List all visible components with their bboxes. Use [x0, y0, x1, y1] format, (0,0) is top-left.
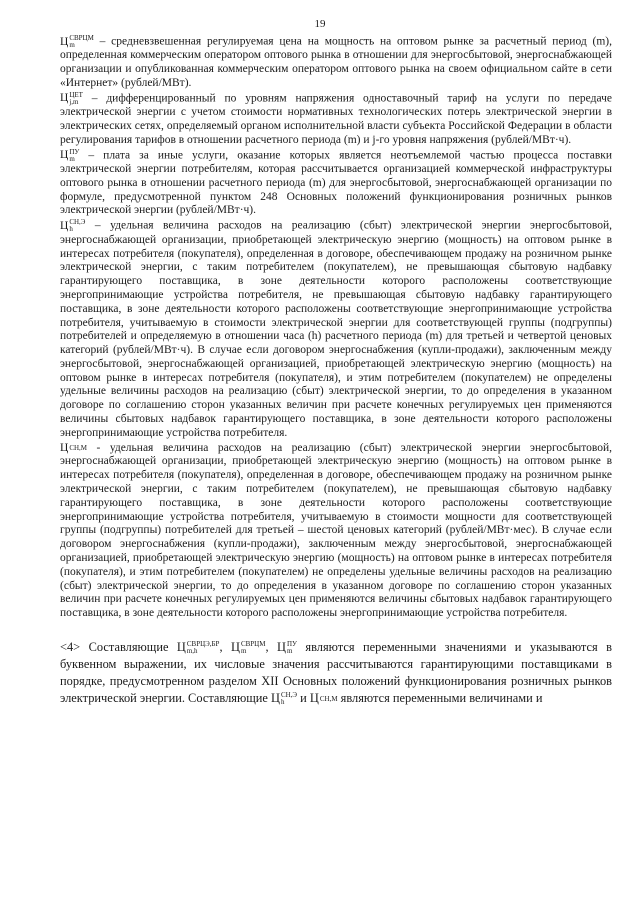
definition-text: – дифференцированный по уровням напряжения одноставочный тариф на услуги по передаче электрической энергии с учетом стоимости нормативных технологических потерь электрической энергии в электрических сетях, определяемый органом исполнительной власти субъекта Российской Федерации в области регулирования тарифов в отношении расчетного периода (m) и j-го уровня напряжения (рублей/МВт·ч). [60, 92, 612, 146]
formula-symbol: Ц СН,М [60, 441, 88, 454]
definition-text: - удельная величина расходов на реализацию (сбыт) электрической энергии энергосбытовой, энергоснабжающей организации, приобретающей электрическую энергию (мощность) на оптовом рынке в интересах потребителя (покупателя), определенная в договоре, обеспечивающем продажу на розничном рынке электрической энергии, с таким потребителем (покупателем), не превышающая сбытовую надбавку гарантирующего поставщика, в зоне деятельности которого расположены соответствующие энергопринимающие устройства потребителя, учитываемую в стоимости мощности для соответствующей группы (подгруппы) потребителей для третьей – шестой ценовых категорий (рублей/МВт·мес). В случае если договором энергоснабжения (купли-продажи), заключенным между энергосбытовой, энергоснабжающей организацией, приобретающей электрическую энергию (мощность) на оптовом рынке в интересах потребителя (покупателя), и этим потребителем (покупателем) не определены удельные величины расходов на реализацию (сбыт) электрической энергии, то до определения в указанном договоре по соглашению сторон указанных величин при расчете конечных регулируемых цен применяются величины сбытовых надбавок гарантирующего поставщика, в зоне деятельности которого расположены энергопринимающие устройства потребителя. [60, 441, 612, 620]
formula-symbol: Ц СН,Э h [60, 218, 86, 234]
formula-symbol: Ц СН,Э h [271, 691, 298, 707]
definition-pu [60, 149, 612, 219]
formula-symbol: Ц ПУ m [60, 147, 80, 163]
definition-text: – удельная величина расходов на реализацию (сбыт) электрической энергии энергосбытовой, энергоснабжающей организации, приобретающей электрическую энергию (мощность) на оптовом рынке в интересах потребителя (покупателя), определенная в договоре, обеспечивающем продажу на розничном рынке электрической энергии, с таким потребителем (покупателем), не превышающая сбытовую надбавку гарантирующего поставщика, в зоне деятельности которого расположены соответствующие энергопринимающие устройства потребителя, не превышающая сбытовую надбавку гарантирующего поставщика, в зоне деятельности которого расположены соответствующие энергопринимающие устройства потребителя, учитываемую в стоимости электрической энергии для соответствующей группы (подгруппы) потребителей и определяемую в отношении часа (h) расчетного периода (m) для третьей и четвертой ценовых категорий (рублей/МВт·ч). В случае если договором энергоснабжения (купли-продажи), заключенным между энергосбытовой, энергоснабжающей организацией, приобретающей электрическую энергию (мощность) на оптовом рынке в интересах потребителя (покупателя), и этим потребителем (покупателем) не определены удельные величины расходов на реализацию (сбыт) электрической энергии, то до определения в указанном договоре по соглашению сторон указанных величин при расчете конечных регулируемых цен применяются величины сбытовых надбавок гарантирующего поставщика, в зоне деятельности которого расположены энергопринимающие устройства потребителя. [60, 219, 612, 439]
document-body [60, 35, 612, 707]
definition-cvrcm [60, 35, 612, 91]
formula-symbol: Ц СН,М [309, 691, 338, 706]
definition-sn-m [60, 442, 612, 621]
definition-text: – плата за иные услуги, оказание которых является неотъемлемой частью процесса поставки электрической энергии потребителям, которая рассчитывается организацией коммерческой инфраструктуры оптового рынка в отношении расчетного периода (m) для энергосбытовой, энергоснабжающей организации по формуле, предусмотренной пунктом 248 Основных положений функционирования розничных рынков электрической энергии (рублей/МВт·ч). [60, 149, 612, 217]
formula-symbol: Ц СВРЦМ m [60, 34, 94, 49]
formula-symbol: Ц ПУ m [277, 640, 297, 656]
formula-symbol: Ц ЦЕТ j,m [60, 90, 83, 106]
definition-cet [60, 92, 612, 148]
definition-sn-e [60, 219, 612, 440]
formula-symbol: Ц СВРЦМ m [230, 640, 266, 656]
definition-text: – средневзвешенная регулируемая цена на мощность на оптовом рынке за расчетный период (m), определенная коммерческим оператором оптового рынка в отношении для энергосбытовой, энергоснабжающей организации и опубликованная коммерческим оператором оптового рынка на своем официальном сайте в сети «Интернет» (рублей/МВт). [60, 35, 612, 90]
page-number: 19 [314, 18, 326, 30]
formula-symbol: Ц СВРЦЭ,БР m,h [176, 640, 220, 656]
footnote-4: <4> Составляющие Ц СВРЦЭ,БР m,h , Ц СВРЦМ m , Ц ПУ m являются переменными значениями и указываются в буквенном выражении, их числовые значения рассчитываются гарантирующими поставщиками в порядке, предусмотренном разделом XII Основных положений функционирования розничных рынков электрической энергии. Составляющие Ц СН,Э h и Ц СН,М являются переменными величинами и [60, 640, 612, 707]
